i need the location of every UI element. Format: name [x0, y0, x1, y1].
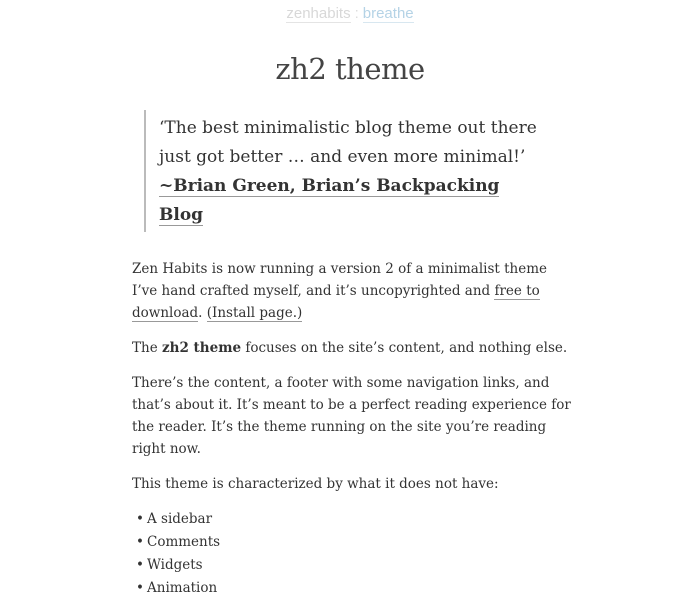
list-item — [136, 554, 572, 577]
bullet-icon: • — [136, 557, 144, 573]
bullet-icon: • — [136, 534, 144, 550]
header-separator: : — [354, 5, 359, 22]
list-item — [136, 508, 572, 531]
intro-paragraph — [132, 258, 572, 324]
quote-attribution-link[interactable]: ~Brian Green, Brian’s Backpacking Blog — [159, 176, 500, 225]
site-name-link[interactable]: zenhabits — [286, 5, 351, 22]
content-paragraph: There’s the content, a footer with some navigation links, and that’s about it. It’s meant to be a perfect reading experience for the reader. It’s the theme running on the site you’re reading right now. — [132, 375, 571, 457]
characterized-paragraph: This theme is characterized by what it does not have: — [132, 476, 499, 492]
post-body — [132, 258, 572, 600]
intro-text: Zen Habits is now running a version 2 of a minimalist theme I’ve hand crafted myself, and it’s uncopyrighted and — [132, 261, 548, 299]
testimonial-quote — [144, 110, 544, 232]
focus-text-before: The — [132, 340, 162, 356]
site-header — [0, 4, 700, 24]
free-download-link[interactable]: free to download — [132, 283, 540, 321]
theme-name-strong: zh2 theme — [161, 340, 242, 356]
list-item — [136, 531, 572, 554]
list-item — [136, 577, 572, 600]
site-tagline-link[interactable]: breathe — [362, 5, 414, 22]
list-item-label: Comments — [147, 534, 221, 550]
missing-features-list — [132, 508, 572, 600]
focus-paragraph — [132, 337, 572, 359]
intro-text-middle: . — [198, 305, 207, 321]
quote-text: ‘The best minimalistic blog theme out there just got better … and even more minimal!’ — [159, 118, 537, 167]
post-title: zh2 theme — [275, 52, 425, 86]
bullet-icon: • — [136, 511, 144, 527]
focus-text-after: focuses on the site’s content, and nothing else. — [241, 340, 568, 356]
bullet-icon: • — [136, 580, 144, 596]
list-item-label: Widgets — [147, 557, 203, 573]
post-content — [132, 110, 572, 600]
list-item-label: Animation — [147, 580, 218, 596]
list-item-label: A sidebar — [147, 511, 213, 527]
install-page-link[interactable]: (Install page.) — [206, 305, 303, 321]
